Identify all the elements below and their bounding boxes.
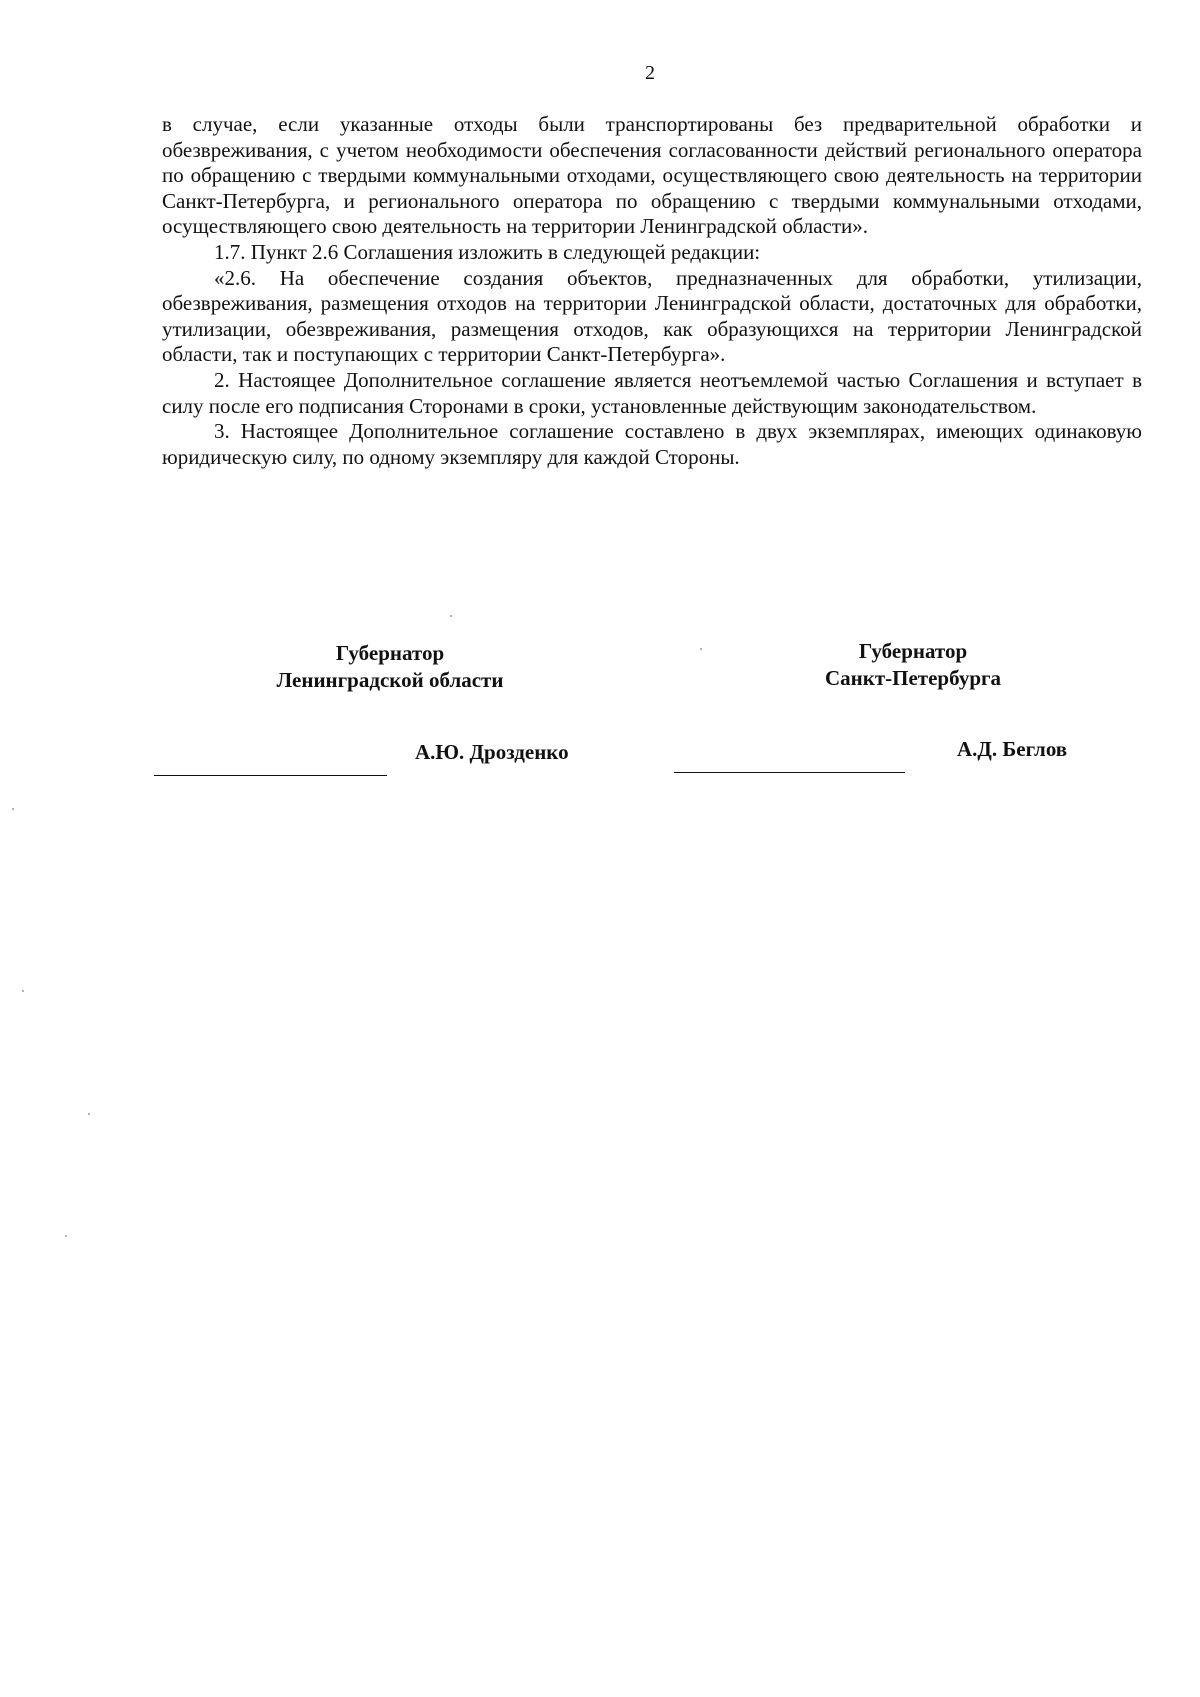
scan-speck xyxy=(12,808,14,810)
signature-right-position: Губернатор xyxy=(858,639,968,663)
document-body xyxy=(162,112,1142,470)
scan-speck xyxy=(65,1235,67,1237)
scan-speck xyxy=(450,615,452,617)
paragraph-clause-1-7: 1.7. Пункт 2.6 Соглашения изложить в следующей редакции: xyxy=(214,239,761,264)
paragraph-clause-2: 2. Настоящее Дополнительное соглашение является неотъемлемой частью Соглашения и вступает в силу после его подписания Сторонами в сроки, установленные действующим законодательством. xyxy=(162,367,1142,418)
paragraph-clause-2-6: «2.6. На обеспечение создания объектов, предназначенных для обработки, утилизации, обезвреживания, размещения отходов на территории Ленинградской области, достаточных для обработки, утилизации, обезвреживания, размещения отходов, как образующихся на территории Ленинградской области, так и поступающих с территории Санкт-Петербурга». xyxy=(162,265,1142,367)
paragraph-clause-3: 3. Настоящее Дополнительное соглашение составлено в двух экземплярах, имеющих одинаковую юридическую силу, по одному экземпляру для каждой Стороны. xyxy=(162,419,1142,469)
signature-right-title xyxy=(753,638,1073,692)
signature-right-region: Санкт-Петербурга xyxy=(824,666,1002,690)
signature-left-region: Ленинградской области xyxy=(276,668,504,692)
scan-speck xyxy=(22,990,24,992)
scan-speck xyxy=(88,1113,90,1115)
signature-left-title xyxy=(230,640,550,694)
page-number: 2 xyxy=(645,62,655,84)
signature-right-name: А.Д. Беглов xyxy=(957,737,1068,761)
signature-left-line xyxy=(154,775,387,776)
paragraph-continuation: в случае, если указанные отходы были транспортированы без предварительной обработки и обезвреживания, с учетом необходимости обеспечения согласованности действий регионального оператора по обращению с твердыми коммунальными отходами, осуществляющего свою деятельность на территории Санкт-Петербурга, и регионального оператора по обращению с твердыми коммунальными отходами, осуществляющего свою деятельность на территории Ленинградской области». xyxy=(162,112,1142,239)
signature-left-name: А.Ю. Дрозденко xyxy=(415,740,569,764)
signature-left-position: Губернатор xyxy=(335,641,445,665)
scan-speck xyxy=(700,648,702,650)
signature-right-line xyxy=(674,772,905,773)
